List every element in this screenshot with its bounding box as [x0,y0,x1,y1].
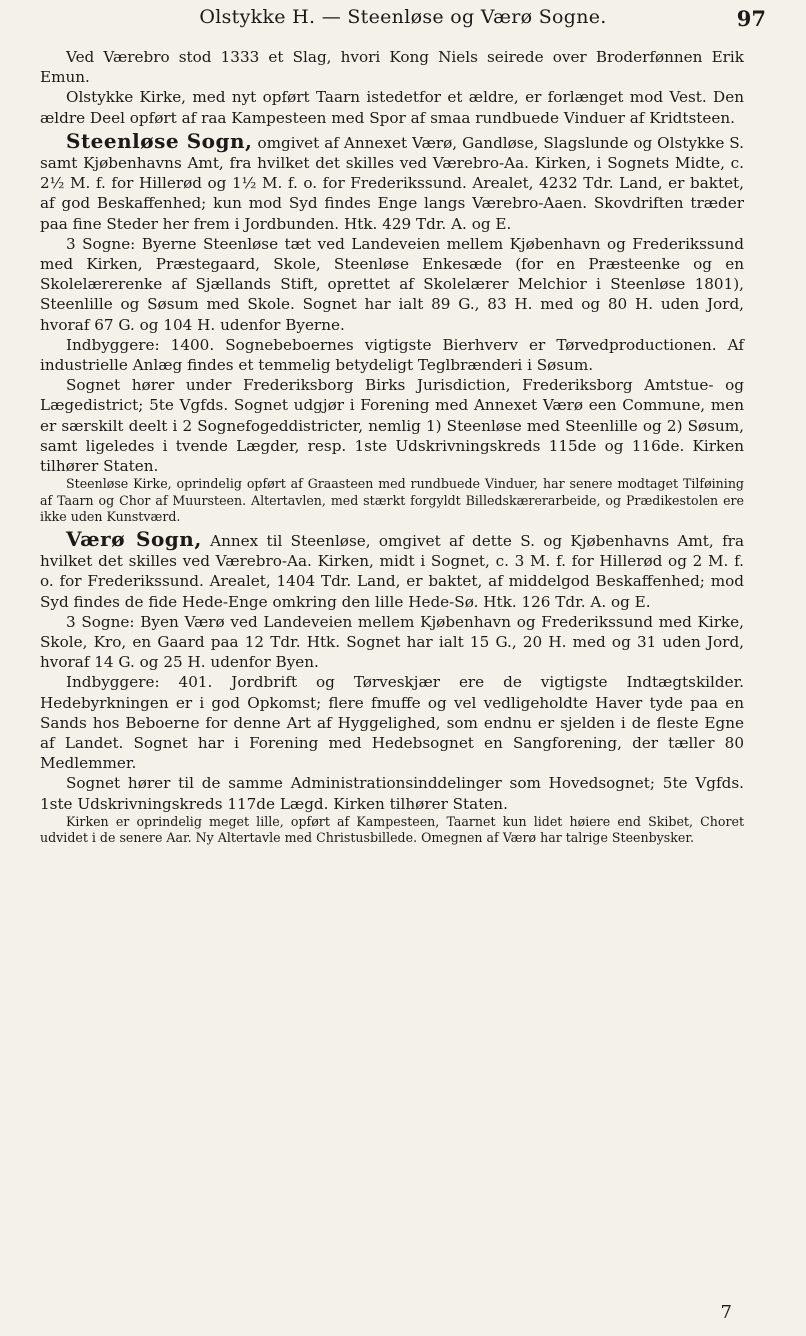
vaero-paragraph-3: Indbyggere: 401. Jordbrift og Tørveskjær ere de vigtigste Indtægtskilder. Hedebyrkningen er i god Opkomst; flere fmuffe og vel vedligeholdte Haver tyde paa en Sands hos Beboerne for denne Art af Hyggelighed, som endnu er sjelden i de fleste Egne af Landet. Sognet har i Forening med Hedebsognet en Sangforening, der tæller 80 Medlemmer. [40,673,744,773]
steenlose-paragraph-3: Indbyggere: 1400. Sognebeboernes vigtigste Bierhverv er Tørvedproductionen. Af industrielle Anlæg findes et temmelig betydeligt Teglbrænderi i Søsum. [40,335,744,375]
vaero-section [40,529,744,612]
steenlose-section [40,128,745,234]
steenlose-paragraph-1: omgivet af Annexet Værø, Gandløse, Slagslunde og Olstykke S. samt Kjøbenhavns Amt, fra hvilket det skilles ved Værebro-Aa. Kirken, i Sognets Midte, c. 2½ M. f. for Hillerød og 1½ M. f. o. for Frederikssund. Arealet, 4232 Tdr. Land, er baktet, af god Beskaffenhed; kun mod Syd findes Enge langs Værebro-Aaen. Skovdriften træder paa fine Steder her frem i Jordbunden. Htk. 429 Tdr. A. og E. [40,133,745,233]
page-number: 97 [736,6,766,31]
intro-paragraph-2: Olstykke Kirke, med nyt opført Taarn istedetfor et ældre, er forlænget mod Vest. Den ældre Deel opført af raa Kampesteen med Spor af smaa rundbuede Vinduer af Kridtsteen. [40,88,744,127]
page-header [40,6,766,40]
running-title: Olstykke H. — Steenløse og Værø Sogne. [199,6,607,28]
vaero-church-note: Kirken er oprindelig meget lille, opført af Kampesteen, Taarnet kun lidet høiere end Skibet, Choret udvidet i de senere Aar. Ny Altertavle med Christusbillede. Omegnen af Værø har talrige Steenbysker. [40,813,744,846]
page-body [40,47,744,847]
vaero-paragraph-1: Annex til Steenløse, omgivet af dette S. og Kjøbenhavns Amt, fra hvilket det skilles ved Værebro-Aa. Kirken, midt i Sognet, c. 3 M. f. for Hillerød og 2 M. f. o. for Frederikssund. Arealet, 1404 Tdr. Land, er baktet, af middelgod Beskaffenhed; mod Syd findes de fide Hede-Enge omkring den lille Hede-Sø. Htk. 126 Tdr. A. og E. [40,532,745,611]
signature-mark: 7 [720,1302,732,1323]
steenlose-paragraph-2: 3 Sogne: Byerne Steenløse tæt ved Landeveien mellem Kjøbenhavn og Frederikssund med Kirken, Præstegaard, Skole, Steenløse Enkesæde (for en Præsteenke og en Skolelærerenke af Sjællands Stift, oprettet af Skolelærer Melchior i Steenløse 1801), Steenlille og Søsum med Skole. Sognet har ialt 89 G., 83 H. med og 80 H. uden Jord, hvoraf 67 G. og 104 H. udenfor Byerne. [40,234,744,334]
intro-paragraph-1: Ved Værebro stod 1333 et Slag, hvori Kong Niels seirede over Broderfønnen Erik Emun. [40,48,744,87]
steenlose-heading: Steenløse Sogn, [66,128,253,153]
vaero-paragraph-2: 3 Sogne: Byen Værø ved Landeveien mellem Kjøbenhavn og Frederikssund med Kirke, Skole, Kro, en Gaard paa 12 Tdr. Htk. Sognet har ialt 15 G., 20 H. med og 31 uden Jord, hvoraf 14 G. og 25 H. udenfor Byen. [40,612,744,672]
vaero-paragraph-4: Sognet hører til de samme Administrationsinddelinger som Hovedsognet; 5te Vgfds. 1ste Udskrivningskreds 117de Lægd. Kirken tilhører Staten. [40,774,744,813]
vaero-heading: Værø Sogn, [66,527,202,552]
steenlose-church-note: Steenløse Kirke, oprindelig opført af Graasteen med rundbuede Vinduer, har senere modtaget Tilføining af Taarn og Chor af Muursteen. Altertavlen, med stærkt forgyldt Billedskærerarbeide, og Prædikestolen ere ikke uden Kunstværd. [40,476,744,525]
steenlose-paragraph-4: Sognet hører under Frederiksborg Birks Jurisdiction, Frederiksborg Amtstue- og Lægedistrict; 5te Vgfds. Sognet udgjør i Forening med Annexet Værø een Commune, men er særskilt deelt i 2 Sognefogeddistricter, nemlig 1) Steenløse med Steenlille og 2) Søsum, samt ligeledes i tvende Lægder, resp. 1ste Udskrivningskreds 115de og 116de. Kirken tilhører Staten. [40,376,744,476]
